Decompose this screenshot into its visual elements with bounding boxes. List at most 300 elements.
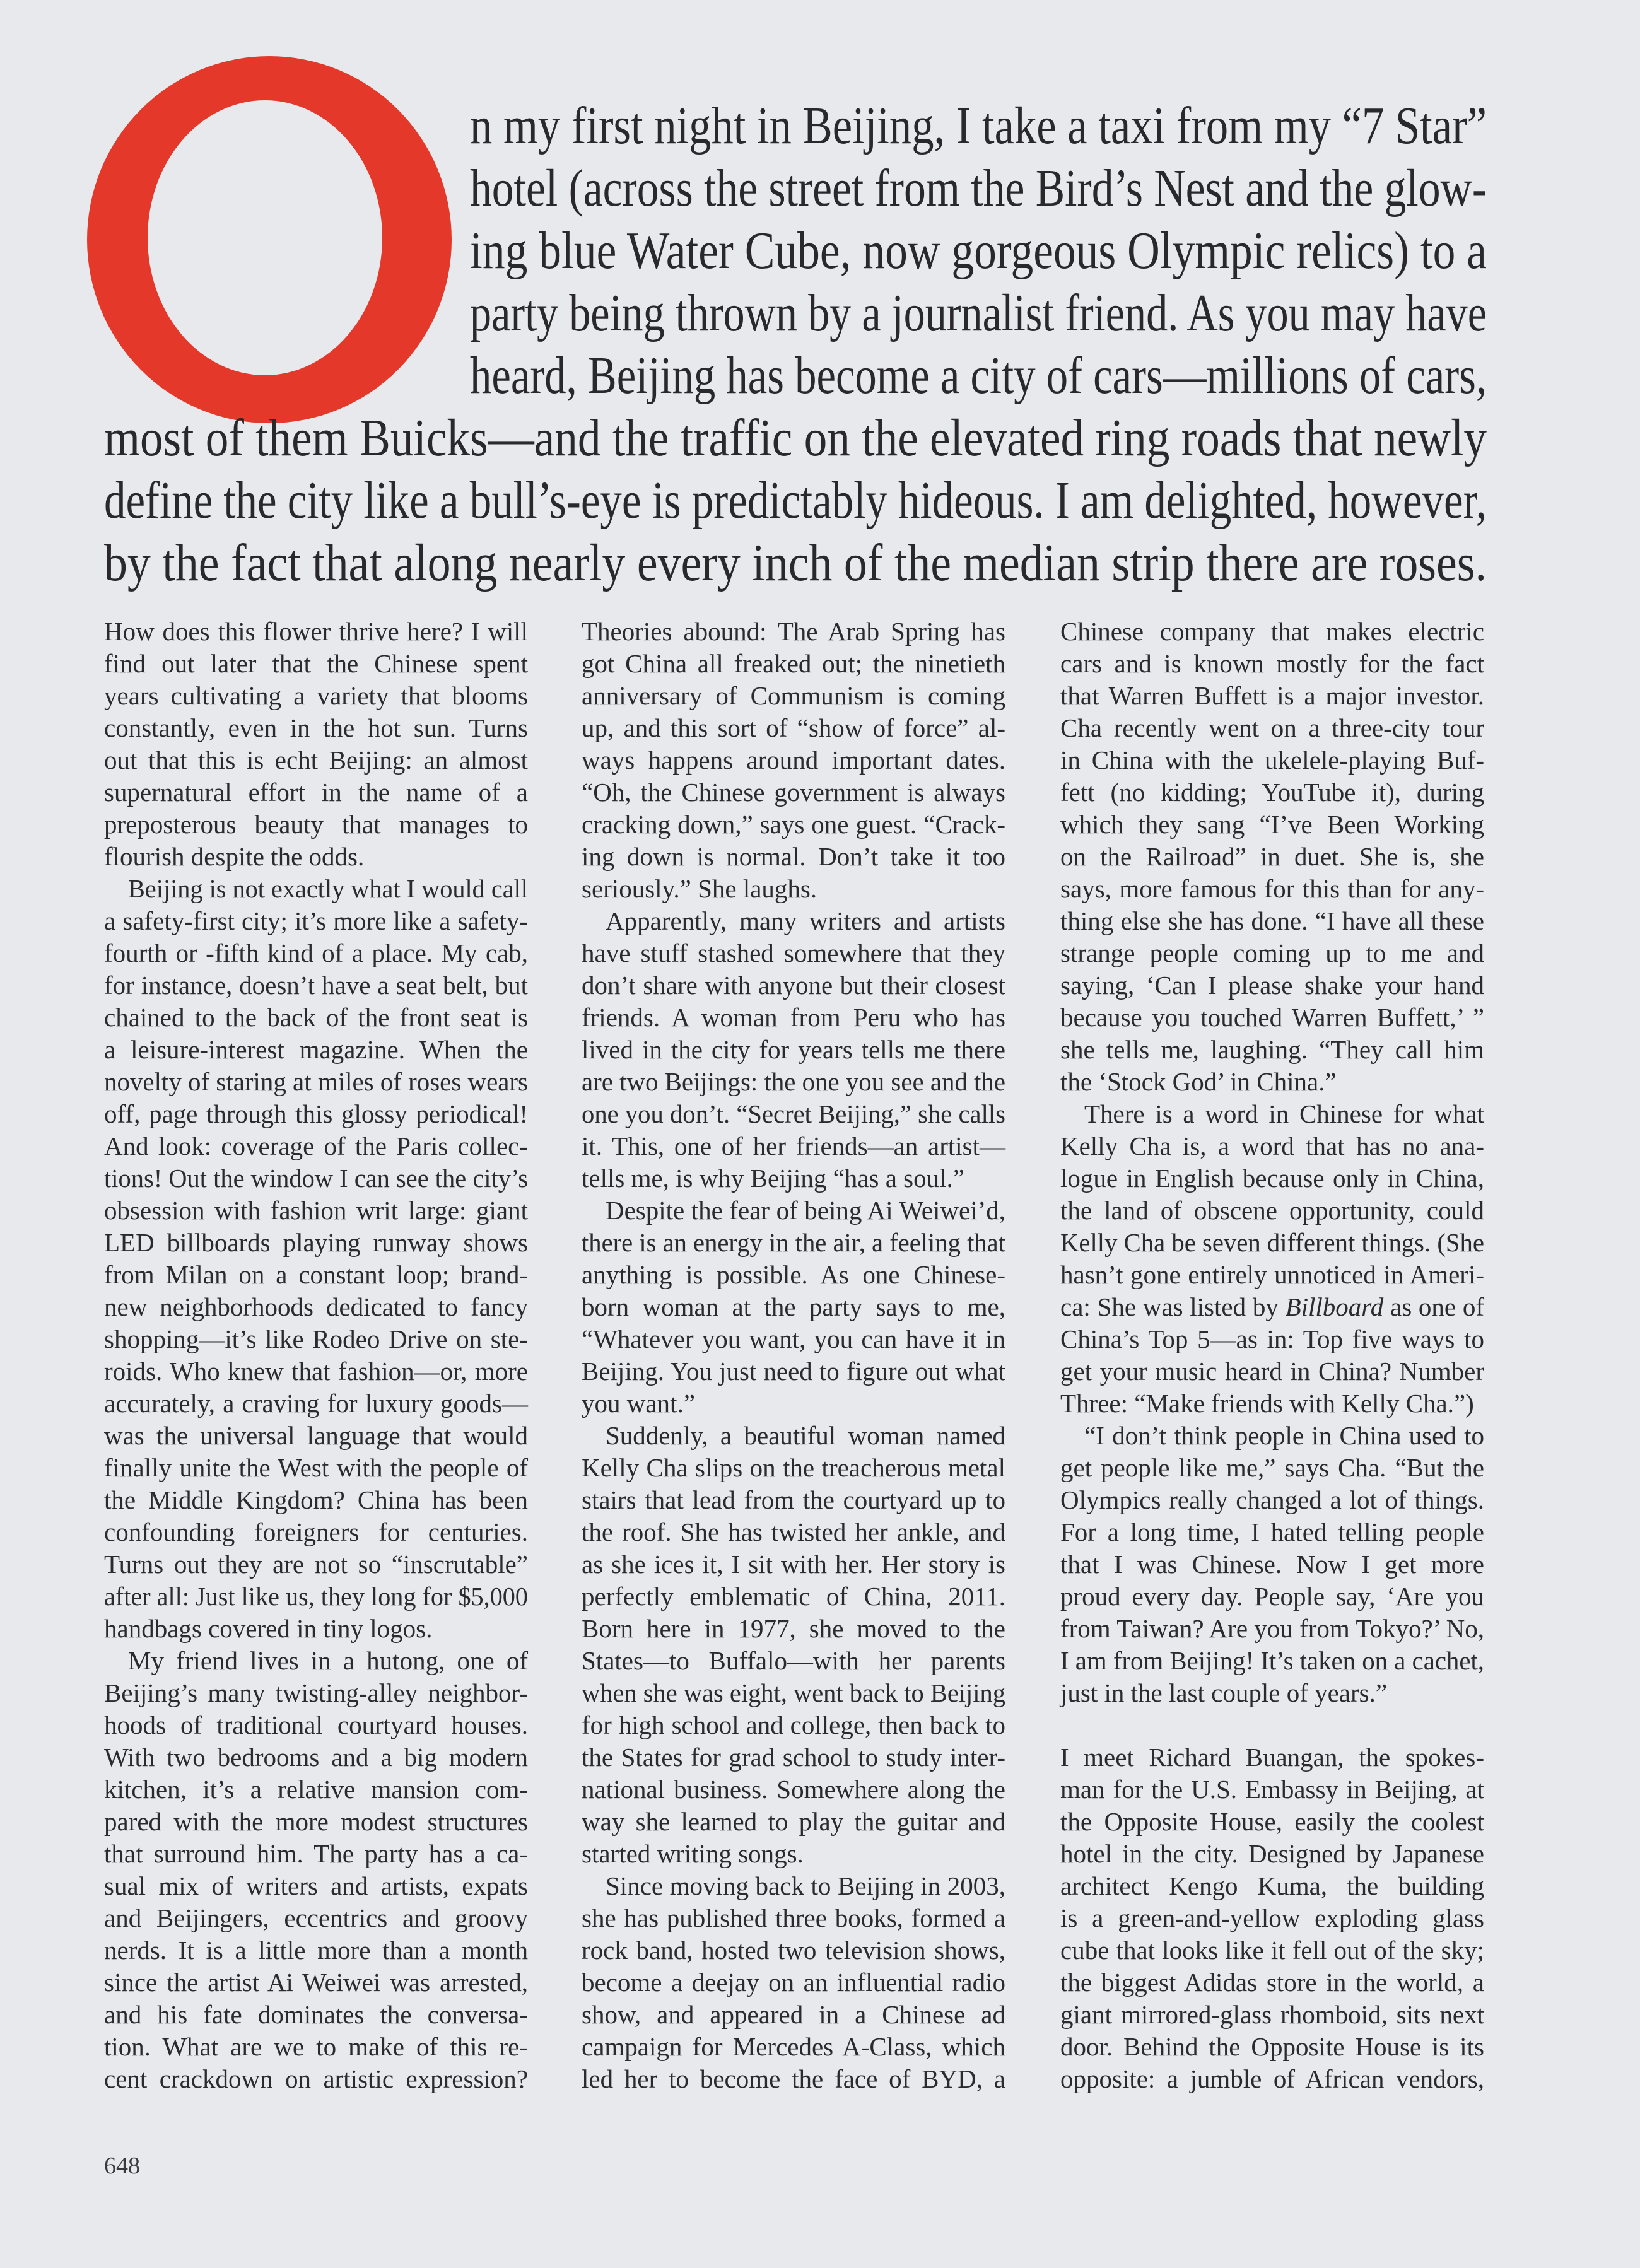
- line-text: handbags covered in tiny logos.: [104, 1614, 433, 1643]
- text-line: [1060, 1420, 1484, 1452]
- text-line: [1060, 1516, 1484, 1548]
- line-text: accurately, a craving for luxury goods—: [104, 1389, 528, 1418]
- paragraph: [104, 873, 528, 1645]
- text-line: [582, 1581, 1005, 1613]
- text-line: [1060, 1548, 1484, 1581]
- text-line: [1060, 2031, 1484, 2063]
- line-text: thing else she has done. “I have all these: [1060, 906, 1484, 935]
- text-line: [104, 1709, 528, 1741]
- line-text: a leisure-interest magazine. When the: [104, 1035, 528, 1064]
- line-text: kitchen, it’s a relative mansion com-: [104, 1775, 528, 1804]
- text-line: [104, 1066, 528, 1098]
- line-text: there is an energy in the air, a feeling that: [582, 1228, 1005, 1257]
- paragraph: [1060, 616, 1484, 1098]
- line-text: Suddenly, a beautiful woman named: [606, 1421, 1005, 1450]
- line-text: Born here in 1977, she moved to the: [582, 1614, 1005, 1643]
- line-text: was the universal language that would: [104, 1421, 528, 1450]
- text-line: [104, 1967, 528, 1999]
- text-line: [1060, 1645, 1484, 1677]
- text-line: [104, 1420, 528, 1452]
- line-text: says, more famous for this than for any-: [1060, 874, 1484, 903]
- text-line: [582, 905, 1005, 937]
- line-text: the biggest Adidas store in the world, a: [1060, 1968, 1484, 1997]
- lead-line-text: most of them Buicks—and the traffic on the elevated ring roads that newly: [104, 409, 1487, 467]
- lead-line: [470, 344, 1640, 407]
- paragraph: [582, 616, 1005, 905]
- text-line: [104, 1323, 528, 1355]
- text-line: [104, 1259, 528, 1291]
- text-line: [1060, 680, 1484, 712]
- text-line: [104, 1581, 528, 1613]
- text-line: [582, 969, 1005, 1002]
- line-text: Turns out they are not so “inscrutable”: [104, 1550, 528, 1579]
- line-text: preposterous beauty that manages to: [104, 810, 528, 839]
- text-line: [582, 1162, 1005, 1195]
- text-line: [1060, 1806, 1484, 1838]
- line-text: shopping—it’s like Rodeo Drive on ste-: [104, 1324, 528, 1353]
- lead-line-text: define the city like a bull’s-eye is predictably hideous. I am delighted, however,: [104, 471, 1487, 530]
- line-text: get people like me,” says Cha. “But the: [1060, 1453, 1484, 1482]
- line-text: become a deejay on an influential radio: [582, 1968, 1005, 1997]
- text-line: [582, 1902, 1005, 1934]
- drop-cap-o: [86, 55, 452, 424]
- text-line: [104, 1227, 528, 1259]
- text-line: [582, 712, 1005, 744]
- line-text: friends. A woman from Peru who has: [582, 1003, 1005, 1032]
- text-line: [1060, 1870, 1484, 1902]
- text-line: [582, 1130, 1005, 1162]
- line-text: novelty of staring at miles of roses wears: [104, 1067, 528, 1096]
- line-text: have stuff stashed somewhere that they: [582, 938, 1005, 967]
- text-line: [582, 1613, 1005, 1645]
- text-line: [104, 1645, 528, 1677]
- text-line: [1060, 1002, 1484, 1034]
- line-text: LED billboards playing runway shows: [104, 1228, 528, 1257]
- text-line: [1060, 776, 1484, 809]
- line-text: Since moving back to Beijing in 2003,: [606, 1871, 1005, 1900]
- line-text: China’s Top 5—as in: Top five ways to: [1060, 1324, 1484, 1353]
- line-text: cars and is known mostly for the fact: [1060, 649, 1484, 678]
- text-line: [582, 648, 1005, 680]
- line-text: because you touched Warren Buffett,’ ”: [1060, 1003, 1484, 1032]
- line-text: years cultivating a variety that blooms: [104, 681, 528, 710]
- text-line: [104, 1388, 528, 1420]
- text-line: [1060, 1098, 1484, 1130]
- line-text: get your music heard in China? Number: [1060, 1357, 1484, 1386]
- text-line: [582, 1516, 1005, 1548]
- line-text: way she learned to play the guitar and: [582, 1807, 1005, 1836]
- lead-line: [104, 532, 1640, 594]
- paragraph: [104, 1645, 528, 2095]
- text-line: [104, 873, 528, 905]
- line-text: that Warren Buffett is a major investor.: [1060, 681, 1484, 710]
- text-line: [582, 1388, 1005, 1420]
- line-text: is a green-and-yellow exploding glass: [1060, 1903, 1484, 1932]
- text-line: [104, 680, 528, 712]
- line-text: architect Kengo Kuma, the building: [1060, 1871, 1484, 1900]
- paragraph: [582, 905, 1005, 1195]
- section-break: [1060, 1709, 1484, 1741]
- line-text: confounding foreigners for centuries.: [104, 1517, 528, 1546]
- line-text: anniversary of Communism is coming: [582, 681, 1005, 710]
- line-text: the ‘Stock God’ in China.”: [1060, 1067, 1337, 1096]
- lead-line-text: ing blue Water Cube, now gorgeous Olympic relics) to a: [470, 221, 1487, 280]
- text-line: [1060, 1259, 1484, 1291]
- line-text: supernatural effort in the name of a: [104, 778, 528, 807]
- line-text: hasn’t gone entirely unnoticed in Ameri-: [1060, 1260, 1484, 1289]
- text-line: [104, 1934, 528, 1967]
- paragraph: [582, 1870, 1005, 2095]
- line-text: ways happens around important dates.: [582, 745, 1005, 775]
- line-text: hoods of traditional courtyard houses.: [104, 1710, 528, 1739]
- line-text: led her to become the face of BYD, a: [582, 2064, 1005, 2093]
- text-line: [582, 1195, 1005, 1227]
- line-text: nerds. It is a little more than a month: [104, 1936, 528, 1965]
- line-text: out that this is echt Beijing: an almost: [104, 745, 528, 775]
- line-text: in China with the ukelele-playing Buf-: [1060, 745, 1484, 775]
- text-line: [104, 1838, 528, 1870]
- line-text: find out later that the Chinese spent: [104, 649, 528, 678]
- line-text: There is a word in Chinese for what: [1084, 1099, 1484, 1128]
- text-line: [1060, 1323, 1484, 1355]
- line-text: tion. What are we to make of this re-: [104, 2032, 528, 2061]
- line-text: up, and this sort of “show of force” al-: [582, 713, 1005, 742]
- line-text: cent crackdown on artistic expression?: [104, 2064, 528, 2093]
- line-text: new neighborhoods dedicated to fancy: [104, 1292, 528, 1321]
- text-line: [104, 841, 528, 873]
- text-line: [1060, 744, 1484, 776]
- line-text: Kelly Cha is, a word that has no ana-: [1060, 1131, 1484, 1160]
- lead-line: [470, 219, 1640, 282]
- line-text: since the artist Ai Weiwei was arrested,: [104, 1968, 528, 1997]
- text-line: [104, 648, 528, 680]
- line-text: My friend lives in a hutong, one of: [128, 1646, 528, 1675]
- line-text: Beijing’s many twisting-alley neighbor-: [104, 1678, 528, 1707]
- text-line: [1060, 1195, 1484, 1227]
- text-fragment: as one of: [1383, 1292, 1484, 1321]
- text-line: [582, 1291, 1005, 1323]
- text-fragment: ca: She was listed by: [1060, 1292, 1286, 1321]
- text-line: [582, 680, 1005, 712]
- line-text: the Opposite House, easily the coolest: [1060, 1807, 1484, 1836]
- text-line: [1060, 809, 1484, 841]
- line-text: for high school and college, then back to: [582, 1710, 1005, 1739]
- text-line: [1060, 905, 1484, 937]
- text-line: [582, 2063, 1005, 2095]
- text-line: [104, 1195, 528, 1227]
- text-line: [104, 1548, 528, 1581]
- line-text: finally unite the West with the people of: [104, 1453, 528, 1482]
- text-line: [104, 1452, 528, 1484]
- text-line: [1060, 1741, 1484, 1774]
- paragraph: [1060, 1098, 1484, 1420]
- line-text: rock band, hosted two television shows,: [582, 1936, 1005, 1965]
- column-2: [582, 616, 1005, 2095]
- line-text: pared with the more modest structures: [104, 1807, 528, 1836]
- text-line: [1060, 1066, 1484, 1098]
- line-text: I meet Richard Buangan, the spokes-: [1060, 1743, 1484, 1772]
- line-text: perfectly emblematic of China, 2011.: [582, 1582, 1005, 1611]
- text-line: [582, 1066, 1005, 1098]
- line-text: started writing songs.: [582, 1839, 804, 1868]
- text-line: [104, 712, 528, 744]
- line-text: constantly, even in the hot sun. Turns: [104, 713, 528, 742]
- line-text: just in the last couple of years.”: [1060, 1678, 1388, 1707]
- line-text: hotel in the city. Designed by Japanese: [1060, 1839, 1484, 1868]
- text-line: [104, 1484, 528, 1516]
- lead-line-text: n my first night in Beijing, I take a taxi from my “7 Star”: [470, 96, 1487, 155]
- line-text: tells me, is why Beijing “has a soul.”: [582, 1164, 964, 1193]
- lead-line: [470, 282, 1640, 344]
- line-text: obsession with fashion writ large: giant: [104, 1196, 528, 1225]
- line-text: And look: coverage of the Paris collec-: [104, 1131, 528, 1160]
- text-line: [582, 1774, 1005, 1806]
- line-text: for instance, doesn’t have a seat belt, but: [104, 971, 528, 1000]
- text-line: [582, 1355, 1005, 1388]
- line-text: when she was eight, went back to Beijing: [582, 1678, 1005, 1707]
- line-text: off, page through this glossy periodical!: [104, 1099, 528, 1128]
- text-line: [582, 1484, 1005, 1516]
- text-line: [582, 873, 1005, 905]
- text-line: [582, 1967, 1005, 1999]
- line-text: from Taiwan? Are you from Tokyo?’ No,: [1060, 1614, 1484, 1643]
- line-text: don’t share with anyone but their closest: [582, 971, 1005, 1000]
- text-line: [582, 1677, 1005, 1709]
- paragraph: [104, 616, 528, 873]
- text-line: [1060, 1613, 1484, 1645]
- line-text: anything is possible. As one Chinese-: [582, 1260, 1005, 1289]
- page-number: 648: [104, 2153, 140, 2179]
- text-line: [582, 1999, 1005, 2031]
- column-3: [1060, 616, 1484, 2095]
- text-line: [1060, 712, 1484, 744]
- line-text: tions! Out the window I can see the city’s: [104, 1164, 528, 1193]
- line-text: saying, ‘Can I please shake your hand: [1060, 971, 1484, 1000]
- line-text: flourish despite the odds.: [104, 842, 365, 871]
- line-text: the roof. She has twisted her ankle, and: [582, 1517, 1005, 1546]
- text-line: [104, 969, 528, 1002]
- text-line: [582, 776, 1005, 809]
- line-text: campaign for Mercedes A-Class, which: [582, 2032, 1005, 2061]
- text-line: [1060, 1484, 1484, 1516]
- text-line: [1060, 1774, 1484, 1806]
- lead-line: [470, 157, 1640, 219]
- text-line: [1060, 1677, 1484, 1709]
- text-line: [582, 1870, 1005, 1902]
- lead-line: [104, 407, 1640, 469]
- lead-line: [470, 95, 1640, 157]
- text-line: [1060, 1581, 1484, 1613]
- line-text: the States for grad school to study inter-: [582, 1743, 1005, 1772]
- lead-line-text: by the fact that along nearly every inch of the median strip there are roses.: [104, 534, 1487, 592]
- text-line: [1060, 2063, 1484, 2095]
- text-line: [582, 1034, 1005, 1066]
- paragraph: [1060, 1741, 1484, 2095]
- line-text: For a long time, I hated telling people: [1060, 1517, 1484, 1546]
- text-line: [1060, 1967, 1484, 1999]
- line-text: and his fate dominates the conversa-: [104, 2000, 528, 2029]
- text-line: [1060, 1999, 1484, 2031]
- lead-line-text: party being thrown by a journalist friend. As you may have: [470, 284, 1487, 342]
- text-line: [582, 1645, 1005, 1677]
- text-line: [1060, 841, 1484, 873]
- line-text: the land of obscene opportunity, could: [1060, 1196, 1484, 1225]
- line-text: Beijing is not exactly what I would call: [128, 874, 528, 903]
- text-line: [104, 1355, 528, 1388]
- line-text: With two bedrooms and a big modern: [104, 1743, 528, 1772]
- text-line: [1060, 937, 1484, 969]
- text-line: [104, 616, 528, 648]
- text-line: [104, 776, 528, 809]
- text-line: [582, 744, 1005, 776]
- text-line: [104, 809, 528, 841]
- line-text: born woman at the party says to me,: [582, 1292, 1005, 1321]
- line-text: as she ices it, I sit with her. Her story is: [582, 1550, 1005, 1579]
- line-text: Beijing. You just need to figure out what: [582, 1357, 1005, 1386]
- line-text: [1060, 1291, 1484, 1323]
- line-text: lived in the city for years tells me there: [582, 1035, 1005, 1064]
- text-line: [1060, 648, 1484, 680]
- line-text: got China all freaked out; the ninetieth: [582, 649, 1005, 678]
- italic-title: Billboard: [1285, 1292, 1384, 1321]
- line-text: strange people coming up to me and: [1060, 938, 1484, 967]
- line-text: it. This, one of her friends—an artist—: [582, 1131, 1005, 1160]
- text-line: [104, 1677, 528, 1709]
- text-line: [104, 1806, 528, 1838]
- text-line: [1060, 1130, 1484, 1162]
- text-line: [104, 1130, 528, 1162]
- text-line: [1060, 616, 1484, 648]
- line-text: I am from Beijing! It’s taken on a cachet,: [1060, 1646, 1484, 1675]
- text-line: [1060, 969, 1484, 1002]
- line-text: proud every day. People say, ‘Are you: [1060, 1582, 1484, 1611]
- line-text: fourth or -fifth kind of a place. My cab,: [104, 938, 528, 967]
- text-line: [104, 1999, 528, 2031]
- line-text: the Middle Kingdom? China has been: [104, 1485, 528, 1514]
- text-line: [582, 1548, 1005, 1581]
- text-line: [1060, 873, 1484, 905]
- text-line: [1060, 1034, 1484, 1066]
- line-text: stairs that lead from the courtyard up to: [582, 1485, 1005, 1514]
- line-text: are two Beijings: the one you see and the: [582, 1067, 1005, 1096]
- text-line: [582, 841, 1005, 873]
- text-line: [582, 1323, 1005, 1355]
- text-line: [582, 1709, 1005, 1741]
- line-text: logue in English because only in China,: [1060, 1164, 1484, 1193]
- line-text: and Beijingers, eccentrics and groovy: [104, 1903, 528, 1932]
- line-text: she has published three books, formed a: [582, 1903, 1005, 1932]
- text-line: [104, 2031, 528, 2063]
- line-text: show, and appeared in a Chinese ad: [582, 2000, 1005, 2029]
- text-line: [582, 1002, 1005, 1034]
- line-text: opposite: a jumble of African vendors,: [1060, 2064, 1484, 2093]
- text-line: [582, 1452, 1005, 1484]
- paragraph: [582, 1195, 1005, 1420]
- line-text: States—to Buffalo—with her parents: [582, 1646, 1005, 1675]
- line-text: “I don’t think people in China used to: [1084, 1421, 1484, 1450]
- line-text: roids. Who knew that fashion—or, more: [104, 1357, 528, 1386]
- text-line: [1060, 1227, 1484, 1259]
- text-line: [1060, 1355, 1484, 1388]
- text-line: [1060, 1291, 1484, 1323]
- text-line: [104, 937, 528, 969]
- line-text: Kelly Cha be seven different things. (She: [1060, 1228, 1484, 1257]
- text-line: [104, 1002, 528, 1034]
- text-line: [104, 1162, 528, 1195]
- line-text: she tells me, laughing. “They call him: [1060, 1035, 1484, 1064]
- text-line: [1060, 1388, 1484, 1420]
- text-line: [582, 1420, 1005, 1452]
- text-line: [582, 1806, 1005, 1838]
- text-line: [104, 1291, 528, 1323]
- line-text: Theories abound: The Arab Spring has: [582, 617, 1005, 646]
- lead-line-text: hotel (across the street from the Bird’s Nest and the glow-: [470, 159, 1487, 218]
- text-line: [582, 937, 1005, 969]
- line-text: on the Railroad” in duet. She is, she: [1060, 842, 1484, 871]
- text-line: [582, 1934, 1005, 1967]
- line-text: man for the U.S. Embassy in Beijing, at: [1060, 1775, 1484, 1804]
- line-text: ing down is normal. Don’t take it too: [582, 842, 1005, 871]
- text-line: [582, 1259, 1005, 1291]
- text-line: [1060, 1838, 1484, 1870]
- text-line: [582, 1741, 1005, 1774]
- line-text: door. Behind the Opposite House is its: [1060, 2032, 1484, 2061]
- text-line: [104, 1774, 528, 1806]
- text-line: [582, 1227, 1005, 1259]
- text-line: [1060, 1452, 1484, 1484]
- text-line: [104, 1902, 528, 1934]
- text-line: [1060, 1162, 1484, 1195]
- line-text: “Whatever you want, you can have it in: [582, 1324, 1005, 1353]
- line-text: national business. Somewhere along the: [582, 1775, 1005, 1804]
- line-text: fett (no kidding; YouTube it), during: [1060, 778, 1484, 807]
- text-line: [104, 2063, 528, 2095]
- text-line: [104, 1034, 528, 1066]
- text-line: [1060, 1902, 1484, 1934]
- line-text: How does this flower thrive here? I will: [104, 617, 528, 646]
- line-text: Despite the fear of being Ai Weiwei’d,: [606, 1196, 1005, 1225]
- text-line: [582, 1098, 1005, 1130]
- line-text: from Milan on a constant loop; brand-: [104, 1260, 528, 1289]
- line-text: that surround him. The party has a ca-: [104, 1839, 528, 1868]
- paragraph: [1060, 1420, 1484, 1741]
- text-line: [582, 809, 1005, 841]
- line-text: you want.”: [582, 1389, 695, 1418]
- text-line: [104, 1516, 528, 1548]
- text-line: [1060, 1934, 1484, 1967]
- text-line: [104, 1098, 528, 1130]
- line-text: Olympics really changed a lot of things.: [1060, 1485, 1484, 1514]
- line-text: cube that looks like it fell out of the sky;: [1060, 1936, 1484, 1965]
- column-1: [104, 616, 528, 2095]
- text-line: [104, 905, 528, 937]
- line-text: Chinese company that makes electric: [1060, 617, 1484, 646]
- line-text: Three: “Make friends with Kelly Cha.”): [1060, 1389, 1474, 1418]
- line-text: “Oh, the Chinese government is always: [582, 778, 1005, 807]
- text-line: [582, 616, 1005, 648]
- text-line: [582, 2031, 1005, 2063]
- text-line: [104, 1870, 528, 1902]
- text-line: [104, 1741, 528, 1774]
- line-text: seriously.” She laughs.: [582, 874, 817, 903]
- line-text: Apparently, many writers and artists: [606, 906, 1005, 935]
- line-text: after all: Just like us, they long for $5,000: [104, 1582, 528, 1611]
- line-text: one you don’t. “Secret Beijing,” she calls: [582, 1099, 1005, 1128]
- text-line: [582, 1838, 1005, 1870]
- paragraph: [582, 1420, 1005, 1870]
- line-text: which they sang “I’ve Been Working: [1060, 810, 1484, 839]
- line-text: Cha recently went on a three-city tour: [1060, 713, 1484, 742]
